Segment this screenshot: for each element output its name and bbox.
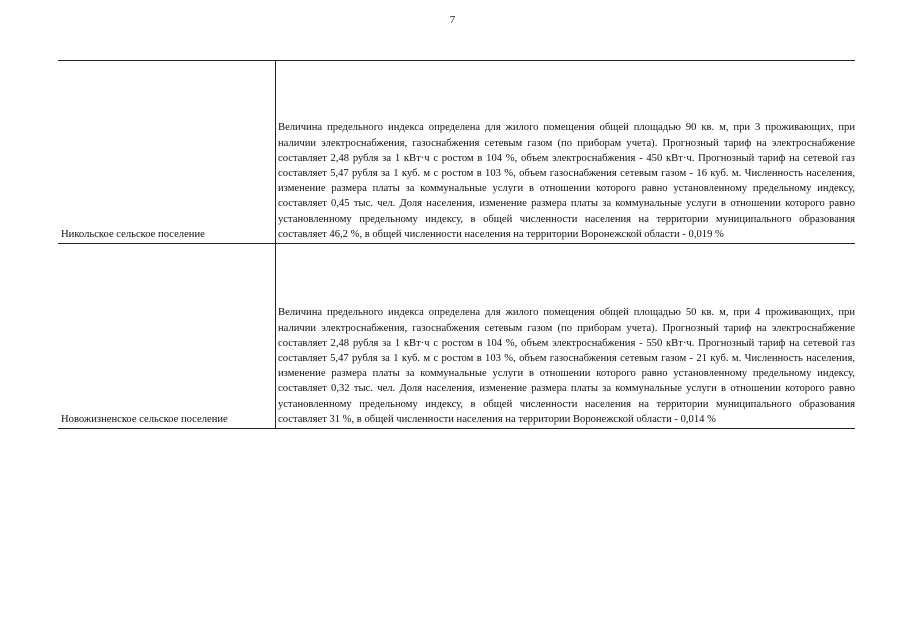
settlement-name: Никольское сельское поселение [58,61,276,244]
table-row [58,244,855,429]
settlement-description [276,244,856,429]
description-text: Величина предельного индекса определена для жилого помещения общей площадью 90 кв. м, при 3 проживающих, при наличии электроснабжения, газоснабжения сетевым газом (по приборам учета). Прогнозный тариф на электроснабжение составляет 2,48 рубля за 1 кВт·ч с ростом в 104 %, объем электроснабжения - 450 кВт·ч. Прогнозный тариф на сетевой газ составляет 5,47 рубля за 1 куб. м с ростом в 103 %, объем газоснабжения сетевым газом - 16 куб. м. Численность населения, изменение размера платы за коммунальные услуги в отношении которого равно установленному предельному индексу, составляет 0,45 тыс. чел. Доля населения, изменение размера платы за коммунальные услуги в отношении которого равно установленному предельному индексу, в общей численности населения на территории муниципального образования составляет 46,2 %, в общей численности населения на территории Воронежской области - 0,019 % [278,122,855,240]
settlement-description [276,61,856,244]
settlement-name: Новожизненское сельское поселение [58,244,276,429]
description-text: Величина предельного индекса определена для жилого помещения общей площадью 50 кв. м, при 4 проживающих, при наличии электроснабжения, газоснабжения сетевым газом (по приборам учета). Прогнозный тариф на электроснабжение составляет 2,48 рубля за 1 кВт·ч с ростом в 104 %, объем электроснабжения - 550 кВт·ч. Прогнозный тариф на сетевой газ составляет 5,47 рубля за 1 куб. м с ростом в 103 %, объем газоснабжения сетевым газом - 21 куб. м. Численность населения, изменение размера платы за коммунальные услуги в отношении которого равно установленному предельному индексу, составляет 0,32 тыс. чел. Доля населения, изменение размера платы за коммунальные услуги в отношении которого равно установленному предельному индексу, в общей численности населения на территории муниципального образования составляет 31 %, в общей численности населения на территории Воронежской области - 0,014 % [278,307,855,425]
page-number: 7 [449,14,456,26]
table-row [58,61,855,244]
settlements-table [58,60,855,429]
